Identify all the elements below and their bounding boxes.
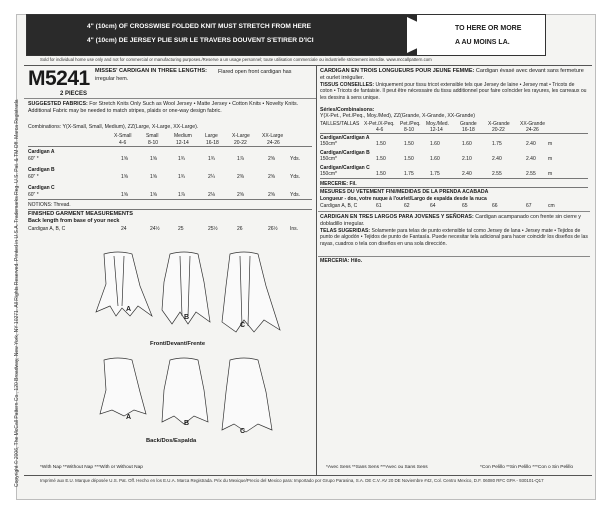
row-b-v1: 1⅝ — [150, 174, 157, 180]
spanish-title-text: CARDIGAN EN TRES LARGOS PARA JOVENES Y SEÑORAS: — [320, 214, 474, 220]
r-row-a-name: Cardigan/Cardigan A — [320, 135, 370, 141]
r-row-b-v3: 2.10 — [462, 156, 472, 162]
r-row-c-width: 150cm* — [320, 171, 337, 177]
left-title: MISSES' CARDIGAN IN THREE LENGTHS: — [95, 68, 207, 74]
r-size-name-4: X-Grande — [488, 121, 510, 127]
mercerie-rule — [320, 178, 588, 179]
size-num-4: 20-22 — [234, 140, 247, 146]
r-row-c-v3: 2.40 — [462, 171, 472, 177]
tissus — [320, 82, 588, 101]
nap-note: *With Nap **Without Nap ***With or Without Nap — [40, 465, 143, 470]
back-view-a-label: A — [126, 414, 132, 421]
row-b-name: Cardigan B — [28, 167, 55, 173]
row-c-v4: 2⅝ — [237, 192, 244, 198]
stretch-gauge-banner — [26, 14, 546, 56]
r-size-num-1: 8-10 — [404, 127, 415, 133]
suggested-fabrics-label: SUGGESTED FABRICS: — [28, 101, 88, 107]
row-b-v0: 1⅝ — [121, 174, 128, 180]
row-c-v1: 1⅝ — [150, 192, 157, 198]
finished-unit: Ins. — [290, 226, 299, 232]
copyright-text: Copyright © 2006, The McCall Pattern Co., 120 Broadway, New York, NY 10271. All Rights Reserved. Printed in U.S.A. Trademarks Reg. U.S. Pat. & TM Off. Marca Registrada — [14, 99, 20, 487]
back-c-drawing — [222, 358, 272, 432]
row-a-width: 60" * — [28, 156, 39, 162]
r-size-num-3: 16-18 — [462, 127, 475, 133]
size-name-4: X-Large — [232, 133, 250, 139]
back-length: Back length from base of your neck — [28, 218, 120, 224]
size-num-0: 4-6 — [119, 140, 127, 146]
combinations: Combinations: Y(X-Small, Small, Medium), ZZ(Large, X-Large, XX-Large). — [28, 124, 199, 130]
r-size-name-3: Grande — [460, 121, 477, 127]
finished-v3: 25½ — [208, 226, 218, 232]
legal-line: Sold for individual home use only and not for commercial or manufacturing purposes./Reserve a un usage personnel; toute utilisation commerciale ou industrielle strictement interdite. www.mccallpattern.com — [40, 57, 432, 62]
merceria: MERCERIA: Hilo. — [320, 258, 363, 264]
right-title-text: CARDIGAN EN TROIS LONGUEURS POUR JEUNE FEMME: — [320, 68, 475, 74]
yardage-rule — [28, 146, 312, 147]
size-num-3: 16-18 — [206, 140, 219, 146]
pattern-number: M5241 — [28, 67, 90, 90]
longueur: Longueur - dos, votre nuque à l'ourlet/Largo de espalda desde la nuca — [320, 196, 487, 202]
bottom-divider — [24, 475, 592, 476]
size-name-0: X-Small — [114, 133, 132, 139]
tissus-label: TISSUS CONSEILLES: — [320, 82, 375, 88]
r-row-a-v3: 1.60 — [462, 141, 472, 147]
tailles-label: TAILLES/TALLAS — [320, 121, 360, 127]
size-num-2: 12-14 — [176, 140, 189, 146]
finished-v1: 24½ — [150, 226, 160, 232]
r-row-a-v1: 1.50 — [404, 141, 414, 147]
finished-v0: 24 — [121, 226, 127, 232]
finished-row — [28, 226, 312, 234]
r-size-num-4: 20-22 — [492, 127, 505, 133]
telas — [320, 228, 588, 247]
r-size-num-5: 24-26 — [526, 127, 539, 133]
mesures-v5: 67 — [526, 203, 532, 209]
row-a-v0: 1⅝ — [121, 156, 128, 162]
mesures-unit: cm — [548, 203, 555, 209]
back-label: Back/Dos/Espalda — [146, 438, 197, 444]
spanish-rule — [318, 211, 590, 212]
mesures-name: Cardigan A, B, C — [320, 203, 358, 209]
right-title-desc: Cardigan évasé avec devant sans fermeture et ourlet irrégulier. — [320, 68, 584, 81]
back-view-c-label: C — [240, 428, 246, 435]
front-label: Front/Devant/Frente — [150, 341, 206, 347]
mesures-v3: 65 — [462, 203, 468, 209]
notions: NOTIONS: Thread. — [28, 202, 71, 208]
r-row-b-v4: 2.40 — [492, 156, 502, 162]
size-name-2: Medium — [174, 133, 192, 139]
mesures-row — [320, 203, 588, 211]
row-b-unit: Yds. — [290, 174, 301, 180]
r-row-b-v1: 1.50 — [404, 156, 414, 162]
r-size-name-5: XX-Grande — [520, 121, 546, 127]
r-size-num-2: 12-14 — [430, 127, 443, 133]
r-row-a-v0: 1.50 — [376, 141, 386, 147]
r-row-b-v5: 2.40 — [526, 156, 536, 162]
r-row-b-name: Cardigan/Cardigan B — [320, 150, 370, 156]
size-num-5: 24-26 — [267, 140, 280, 146]
row-a-unit: Yds. — [290, 156, 301, 162]
size-name-3: Large — [205, 133, 218, 139]
metric-rule — [320, 133, 588, 134]
row-c-name: Cardigan C — [28, 185, 55, 191]
size-name-1: Small — [146, 133, 159, 139]
r-row-c-v5: 2.55 — [526, 171, 536, 177]
back-a-drawing — [100, 358, 146, 416]
r-row-b-width: 150cm* — [320, 156, 337, 162]
r-size-name-1: Pet./Peq. — [400, 121, 421, 127]
r-row-a-v2: 1.60 — [430, 141, 440, 147]
mesures-v1: 62 — [404, 203, 410, 209]
back-b-drawing — [162, 358, 208, 424]
r-row-c-unit: m — [548, 171, 553, 177]
front-c-drawing — [222, 252, 280, 332]
row-c-v0: 1⅝ — [121, 192, 128, 198]
finished-name: Cardigan A, B, C — [28, 226, 66, 232]
r-row-b-unit: m — [548, 156, 553, 162]
row-c-unit: Yds. — [290, 192, 301, 198]
finished-v4: 26 — [237, 226, 243, 232]
pelillo-note: *Con Pelillo **Sin Pelillo ***Con o Sin Pelillo — [480, 465, 574, 470]
center-divider — [316, 65, 317, 475]
vertical-copyright — [0, 95, 22, 487]
mesures-v0: 61 — [376, 203, 382, 209]
suggested-fabrics-text: For Stretch Knits Only Such as Wool Jersey • Matte Jersey • Cotton Knits • Novelty Knits. Additional Fabric may be needed to match stripes, plaids or one-way design fabric. — [28, 101, 299, 114]
back-view-b-label: B — [184, 420, 190, 427]
r-row-b-v2: 1.60 — [430, 156, 440, 162]
r-row-c-name: Cardigan/Cardigan C — [320, 165, 370, 171]
row-a-v3: 1¾ — [208, 156, 215, 162]
finished-v5: 26½ — [268, 226, 278, 232]
row-a-v5: 2⅝ — [268, 156, 275, 162]
sens-note: *Avec Sens **Sans Sens ***Avec ou Sans Sens — [326, 465, 428, 470]
r-row-a-v5: 2.40 — [526, 141, 536, 147]
yardage-table — [28, 133, 312, 223]
top-divider — [24, 65, 592, 66]
spanish-title — [320, 214, 588, 227]
telas-label: TELAS SUGERIDAS: — [320, 228, 371, 234]
series-label: Séries/Combinaisons: — [320, 107, 375, 113]
row-a-v1: 1⅝ — [150, 156, 157, 162]
r-row-a-width: 150cm* — [320, 141, 337, 147]
right-title — [320, 68, 588, 81]
r-row-c-v0: 1.50 — [376, 171, 386, 177]
row-b-v2: 1¾ — [178, 174, 185, 180]
mesures-heading: MESURES DU VETEMENT FINI/MEDIDAS DE LA PRENDA ACABADA — [320, 189, 489, 195]
banner-right-1: TO HERE OR MORE — [455, 25, 522, 32]
front-drawings — [90, 246, 300, 342]
mesures-v4: 66 — [492, 203, 498, 209]
left-title-desc: Flared open front cardigan has irregular hem. — [95, 69, 292, 82]
row-a-name: Cardigan A — [28, 149, 55, 155]
series-text: Y(X-Pet., Pet./Peq., Moy./Med), ZZ(Grande, X-Grande, XX-Grande) — [320, 113, 476, 119]
r-row-b-v0: 1.50 — [376, 156, 386, 162]
r-row-a-v4: 1.75 — [492, 141, 502, 147]
size-name-5: XX-Large — [262, 133, 284, 139]
banner-right-2: A AU MOINS LA. — [455, 39, 510, 46]
row-a-v2: 1¾ — [178, 156, 185, 162]
r-size-num-0: 4-6 — [376, 127, 384, 133]
notions-rule — [28, 199, 312, 200]
r-size-name-2: Moy./Med. — [426, 121, 449, 127]
footer-text: Imprimé aux E.U. Marque déposée U.S. Pat. Off. Hecho en los E.U.A. Marca Registrada. Prix du Mexique/Precio del Mexico para: Importado por Grupo Parasina, S.A. DE C.V. AV 20 DE Noviembre #42, Col. Centro Mexico, D.F. 06080 RFC GPA - 930101-Q17 — [40, 478, 544, 483]
r-row-c-v1: 1.75 — [404, 171, 414, 177]
row-a-v4: 1⅞ — [237, 156, 244, 162]
r-size-name-0: X-Pet./X-Peq. — [364, 121, 395, 127]
row-c-width: 60" * — [28, 192, 39, 198]
mesures-v2: 64 — [430, 203, 436, 209]
finished-rule — [28, 209, 312, 210]
front-view-c-label: C — [240, 322, 246, 329]
spanish-desc: Cardigan acampanado con frente sin cierre y dobladillo irregular. — [320, 214, 581, 227]
back-drawings — [90, 352, 300, 442]
finished-v2: 25 — [178, 226, 184, 232]
mesures-rule — [320, 187, 588, 188]
arrow-icon — [407, 17, 445, 53]
mercerie: MERCERIE: Fil. — [320, 181, 357, 187]
row-c-v2: 1⅞ — [178, 192, 185, 198]
finished-heading: FINISHED GARMENT MEASUREMENTS — [28, 211, 134, 217]
banner-line-2: 4" (10cm) DE JERSEY PLIE SUR LE TRAVERS DOUVENT S'ETIRER D'ICI — [87, 37, 314, 44]
tissus-text: Uniquement pour tissu tricot extensible tels que Jersey de laine • Jersey mat • Tricots de coton • Tricots de fantaisie. Il peut être nécessaire du tissu additionnel pour faire coïncider les rayures, les carreaux ou les dessins à sens unique. — [320, 82, 587, 101]
metric-table — [320, 121, 588, 191]
r-row-c-v4: 2.55 — [492, 171, 502, 177]
suggested-fabrics — [28, 101, 310, 114]
row-b-v3: 2¼ — [208, 174, 215, 180]
pieces-count: 2 PIECES — [60, 91, 88, 97]
left-rule-1 — [24, 98, 316, 99]
row-b-v4: 2⅜ — [237, 174, 244, 180]
banner-line-1: 4" (10cm) OF CROSSWISE FOLDED KNIT MUST STRETCH FROM HERE — [87, 23, 312, 30]
size-num-1: 8-10 — [148, 140, 159, 146]
row-c-v5: 2⅝ — [268, 192, 275, 198]
stretch-gauge-bar — [27, 15, 417, 55]
front-view-b-label: B — [184, 314, 190, 321]
r-row-c-v2: 1.75 — [430, 171, 440, 177]
row-b-v5: 2⅝ — [268, 174, 275, 180]
front-view-a-label: A — [126, 306, 132, 313]
row-c-v3: 2⅛ — [208, 192, 215, 198]
merceria-rule — [318, 256, 590, 257]
r-row-a-unit: m — [548, 141, 553, 147]
row-b-width: 60" * — [28, 174, 39, 180]
telas-text: Solamente para telas de punto extensible tal como Jersey de lana • Jersey mate • Tejidos de punto de algodón • Tejidos de punto de Fantasía. Puede necesitar tela adicional para hacer coincidir los diseños de las rayas, cuadros o tela con diseños en una sola dirección. — [320, 228, 588, 247]
